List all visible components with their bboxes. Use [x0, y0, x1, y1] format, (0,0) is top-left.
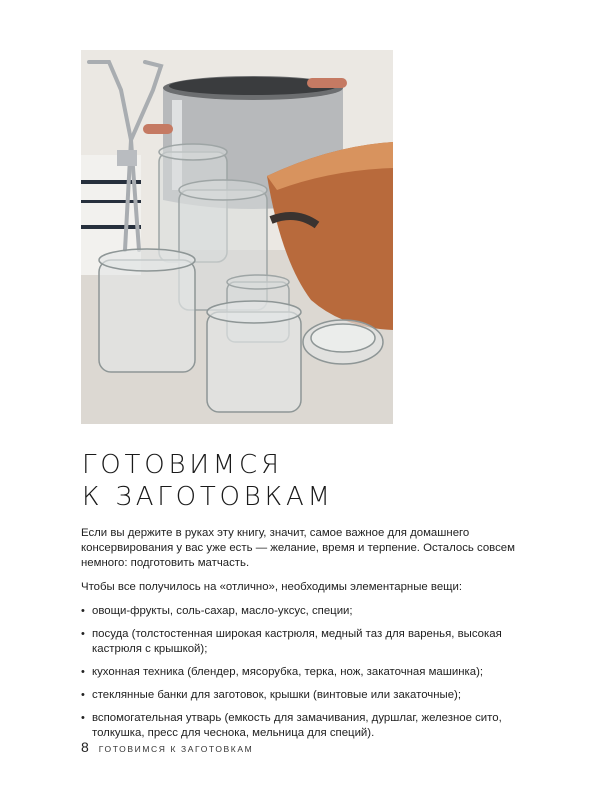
page-footer — [81, 739, 253, 755]
photo-illustration — [81, 50, 393, 424]
running-title: ГОТОВИМСЯ К ЗАГОТОВКАМ — [98, 744, 254, 754]
intro-paragraph: Если вы держите в руках эту книгу, значит, самое важное для домашнего консервирования у вас уже есть — желание, время и терпение. Осталось совсем немного: подготовить матчасть. — [81, 527, 515, 569]
list-item: • вспомогательная утварь (емкость для замачивания, дуршлаг, железное сито, толкушка, пресс для чеснока, мельница для специй). — [81, 711, 539, 741]
list-item: • стеклянные банки для заготовок, крышки (винтовые или закаточные); — [81, 688, 539, 703]
list-item: • посуда (толстостенная широкая кастрюля, медный таз для варенья, высокая кастрюля с крышкой); — [81, 627, 539, 657]
list-item: • кухонная техника (блендер, мясорубка, терка, нож, закаточная машинка); — [81, 665, 539, 680]
body-text — [81, 526, 539, 749]
lead-paragraph: Чтобы все получилось на «отлично», необходимы элементарные вещи: — [81, 581, 463, 593]
chapter-heading-line-2: К ЗАГОТОВКАМ — [82, 482, 334, 512]
chapter-heading — [82, 449, 334, 513]
page-number: 8 — [81, 739, 89, 755]
essentials-list — [81, 604, 539, 741]
chapter-heading-line-1: ГОТОВИМСЯ — [82, 450, 283, 480]
canning-tools-photo — [81, 50, 393, 424]
list-item: • овощи-фрукты, соль-сахар, масло-уксус, специи; — [81, 604, 539, 619]
